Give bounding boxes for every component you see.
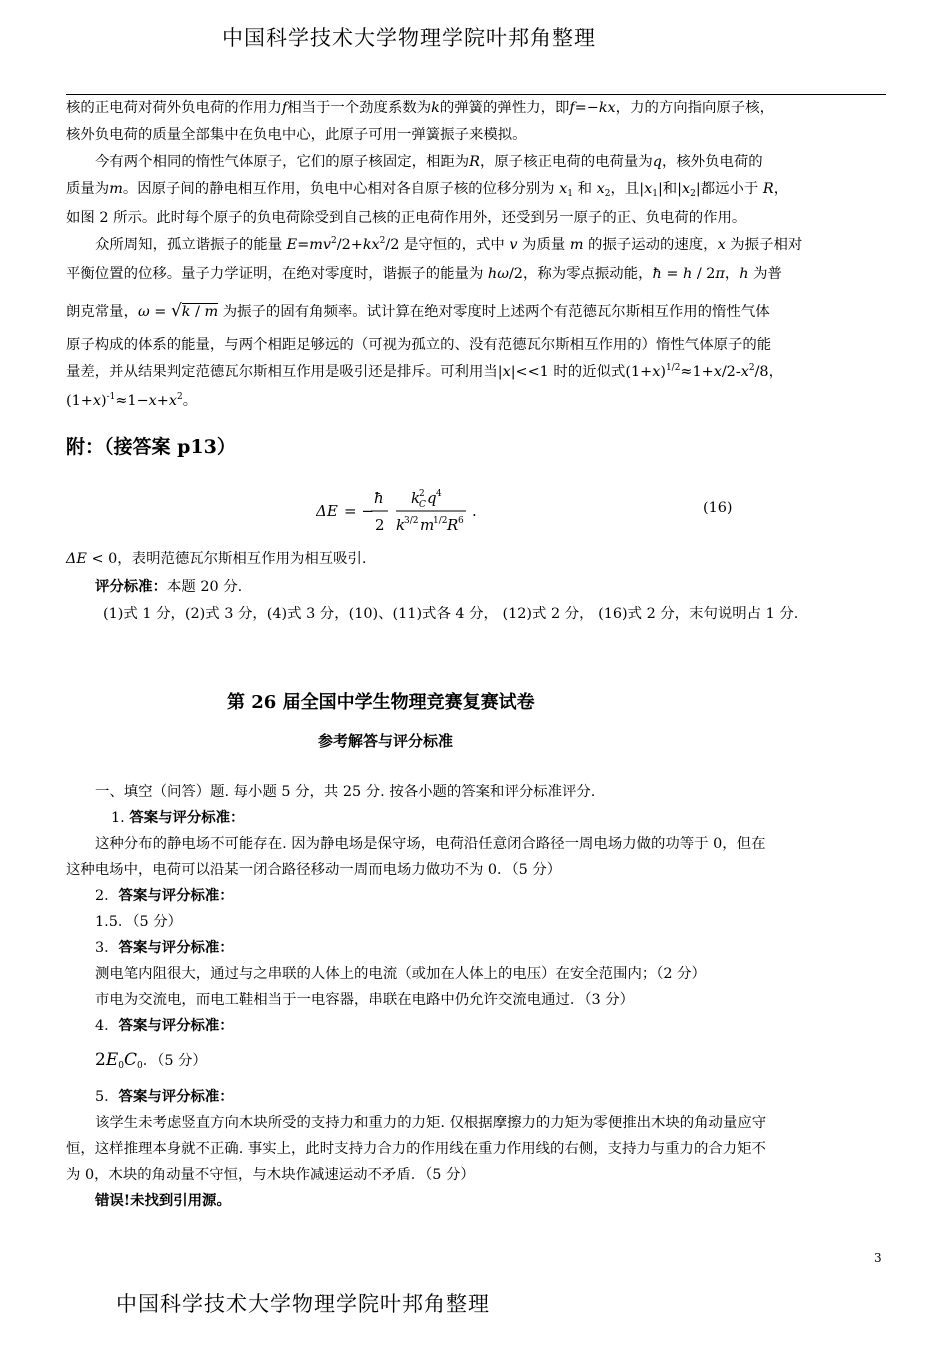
page-number: 3 [874, 1251, 882, 1265]
problem-line: 核外负电荷的质量全部集中在负电中心，此原子可用一弹簧振子来模拟。 [66, 127, 527, 143]
svg-text:= −: = − [344, 502, 374, 520]
answers-line: 一、填空（问答）题. 每小题 5 分，共 25 分. 按各小题的答案和评分标准评分. [95, 784, 596, 800]
appendix-line: 评分标准：本题 20 分. [95, 578, 243, 595]
section-subtitle: 参考解答与评分标准 [318, 732, 454, 750]
problem-line: 质量为m。因原子间的静电相互作用，负电中心相对各自原子核的位移分别为 $x_1$ 和 $x_2$，且$|x_1|$和$|x_2|$都远小于 R， [66, 181, 789, 199]
svg-text:q: q [427, 489, 437, 507]
answers-block [66, 779, 884, 1214]
page-header-title: 中国科学技术大学物理学院叶邦角整理 [222, 26, 596, 50]
svg-text:6: 6 [458, 516, 464, 526]
svg-text:k: k [411, 489, 421, 507]
answers-line: 为 0，木块的角动量不守恒，与木块作减速运动不矛盾．（5 分） [66, 1167, 475, 1183]
problem-line: $(1+x)^{-1}\approx 1-x+x^2$。 [66, 392, 198, 409]
answers-line: 1.5．（5 分） [95, 914, 182, 930]
answers-line: 这种电场中，电荷可以沿某一闭合路径移动一周而电场力做功不为 0．（5 分） [66, 862, 562, 878]
problem-line: 核的正电荷对荷外负电荷的作用力f相当于一个劲度系数为k的弹簧的弹性力，即f=−kx，力的方向指向原子核， [66, 100, 774, 116]
svg-text:1/2: 1/2 [433, 516, 448, 526]
problem-line: 朗克常量，ω = √k / m 为振子的固有角频率。试计算在绝对零度时上述两个有范德瓦尔斯相互作用的惰性气体 [66, 301, 770, 321]
answers-line: 该学生未考虑竖直方向木块所受的支持力和重力的力矩. 仅根据摩擦力的力矩为零便推出木块的角动量应守 [95, 1115, 767, 1131]
problem-line: 量差，并从结果判定范德瓦尔斯相互作用是吸引还是排斥。可利用当|x|<<1 时的近似式$(1+x)^{1/2}\approx 1+x/2-x^2/8$， [66, 363, 783, 380]
svg-text:R: R [447, 516, 459, 534]
appendix-line: (1)式 1 分，(2)式 3 分，(4)式 3 分，(10)、(11)式各 4 分， (12)式 2 分， (16)式 2 分，末句说明占 1 分. [103, 606, 799, 622]
energy-equation [316, 483, 516, 539]
answers-line: 这种分布的静电场不可能存在. 因为静电场是保守场，电荷沿任意闭合路径一周电场力做的功等于 0，但在 [95, 836, 766, 852]
page-footer-title: 中国科学技术大学物理学院叶邦角整理 [116, 1292, 490, 1316]
svg-text:ΔE: ΔE [316, 502, 338, 520]
answer-heading: 3．答案与评分标准： [95, 939, 234, 956]
answer-heading: 5．答案与评分标准： [95, 1088, 234, 1105]
svg-text:ħ: ħ [374, 489, 384, 507]
equation-number: (16) [703, 500, 733, 516]
appendix-text [66, 546, 884, 628]
problem-line: 原子构成的体系的能量，与两个相距足够远的（可视为孤立的、没有范德瓦尔斯相互作用的）惰性气体原子的能 [66, 337, 772, 353]
reference-error-text: 错误!未找到引用源。 [95, 1192, 231, 1209]
answers-line: 测电笔内阻很大，通过与之串联的人体上的电流（或加在人体上的电压）在安全范围内；（2 分） [95, 966, 706, 982]
svg-text:3/2: 3/2 [404, 516, 419, 526]
answer-heading: 4．答案与评分标准： [95, 1017, 234, 1034]
problem-line: 众所周知，孤立谐振子的能量 $E=mv^2/2+kx^2/2$ 是守恒的，式中 v 为质量 m 的振子运动的速度，x 为振子相对 [95, 236, 803, 253]
appendix-heading: 附：（接答案 p13） [66, 436, 236, 458]
answer-heading: 2．答案与评分标准： [95, 887, 234, 904]
problem-text [66, 95, 884, 417]
answers-line: 恒，这样推理本身就不正确. 事实上，此时支持力合力的作用线在重力作用线的右侧，支持力与重力的合力矩不 [66, 1141, 766, 1157]
problem-line: 今有两个相同的惰性气体原子，它们的原子核固定，相距为R，原子核正电荷的电荷量为q，核外负电荷的 [95, 154, 763, 170]
problem-line: 平衡位置的位移。量子力学证明，在绝对零度时，谐振子的能量为 hω/2，称为零点振动能，ħ = h / 2π，h 为普 [66, 266, 782, 282]
svg-text:2: 2 [375, 516, 385, 534]
svg-text:2: 2 [419, 489, 425, 499]
svg-text:4: 4 [436, 489, 442, 499]
svg-text:C: C [419, 500, 426, 510]
svg-text:.: . [472, 502, 477, 520]
section-title: 第 26 届全国中学生物理竞赛复赛试卷 [227, 692, 535, 713]
answers-line: 市电为交流电，而电工鞋相当于一电容器，串联在电路中仍允许交流电通过．（3 分） [95, 992, 634, 1008]
appendix-line: ΔE < 0，表明范德瓦尔斯相互作用为相互吸引. [66, 551, 367, 567]
problem-line: 如图 2 所示。此时每个原子的负电荷除受到自己核的正电荷作用外，还受到另一原子的正、负电荷的作用。 [66, 210, 747, 226]
answer-heading: 1. 答案与评分标准： [111, 809, 245, 826]
answers-line: $2E_0C_0$．（5 分） [95, 1050, 207, 1071]
svg-text:k: k [396, 516, 406, 534]
svg-text:m: m [420, 516, 435, 534]
